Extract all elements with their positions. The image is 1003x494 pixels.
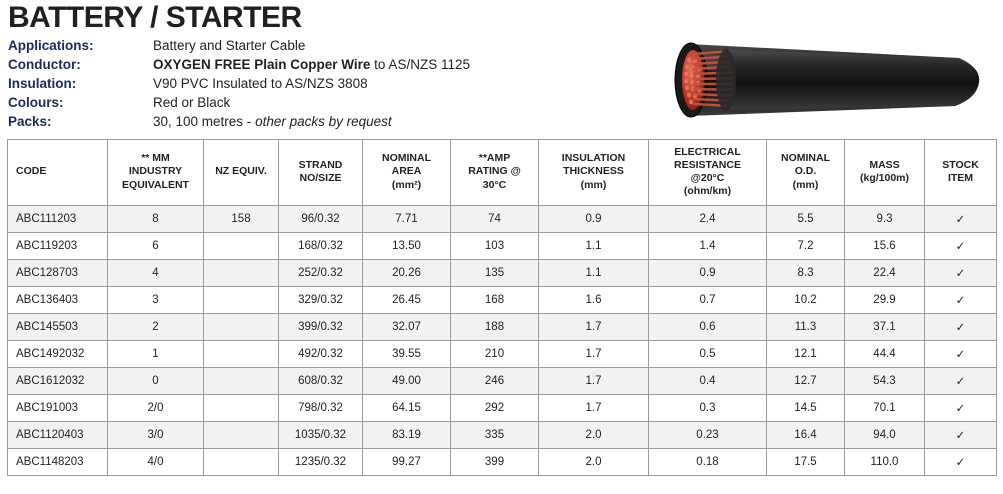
cell-insulation-thickness: 1.7 bbox=[539, 394, 649, 421]
spec-label-applications: Applications: bbox=[8, 37, 94, 53]
cell-mm-equivalent: 4/0 bbox=[108, 448, 204, 475]
th-insulation-thickness bbox=[539, 139, 649, 205]
table-row bbox=[8, 394, 997, 421]
cell-amp-rating: 188 bbox=[451, 313, 539, 340]
th-res-line3: @20°C bbox=[690, 172, 725, 184]
table-row bbox=[8, 313, 997, 340]
th-stock-item bbox=[925, 139, 997, 205]
spec-value-colours: Red or Black bbox=[153, 94, 231, 110]
cell-amp-rating: 210 bbox=[451, 340, 539, 367]
cell-mass: 54.3 bbox=[845, 367, 925, 394]
th-nominal-area bbox=[363, 139, 451, 205]
th-amp-line3: 30°C bbox=[482, 178, 507, 191]
cell-stock-item: ✓ bbox=[925, 232, 997, 259]
cell-electrical-resistance: 1.4 bbox=[649, 232, 767, 259]
th-od-line3: (mm) bbox=[792, 178, 819, 191]
th-area-line1: NOMINAL bbox=[382, 152, 431, 165]
cell-mm-equivalent: 6 bbox=[108, 232, 204, 259]
th-mm-industry-equivalent bbox=[108, 139, 204, 205]
th-mass-line1: MASS bbox=[869, 158, 900, 171]
specifications-list bbox=[8, 38, 608, 129]
th-mass bbox=[845, 139, 925, 205]
cell-insulation-thickness: 2.0 bbox=[539, 448, 649, 475]
cell-nz-equiv bbox=[204, 259, 279, 286]
cell-nz-equiv: 158 bbox=[204, 205, 279, 232]
cell-insulation-thickness: 1.7 bbox=[539, 313, 649, 340]
table-row bbox=[8, 259, 997, 286]
cell-code: ABC1120403 bbox=[8, 421, 108, 448]
cell-code: ABC191003 bbox=[8, 394, 108, 421]
cell-strand: 399/0.32 bbox=[279, 313, 363, 340]
th-area-line3: (mm²) bbox=[391, 178, 422, 191]
spec-row-colours bbox=[8, 95, 608, 110]
cell-code: ABC111203 bbox=[8, 205, 108, 232]
spec-value-conductor bbox=[153, 57, 470, 72]
cell-electrical-resistance: 0.7 bbox=[649, 286, 767, 313]
spec-value-insulation: V90 PVC Insulated to AS/NZS 3808 bbox=[153, 75, 368, 91]
cell-nominal-od: 14.5 bbox=[767, 394, 845, 421]
cell-electrical-resistance: 0.5 bbox=[649, 340, 767, 367]
spec-label-conductor: Conductor: bbox=[8, 56, 81, 72]
th-od-line2: O.D. bbox=[794, 165, 817, 178]
th-mm-line2: INDUSTRY bbox=[128, 165, 183, 178]
table-row bbox=[8, 421, 997, 448]
th-ins-line1: INSULATION bbox=[561, 152, 626, 165]
cell-amp-rating: 103 bbox=[451, 232, 539, 259]
cell-insulation-thickness: 1.7 bbox=[539, 340, 649, 367]
cell-electrical-resistance: 0.3 bbox=[649, 394, 767, 421]
cell-nominal-od: 12.1 bbox=[767, 340, 845, 367]
cell-electrical-resistance: 0.18 bbox=[649, 448, 767, 475]
page-title: BATTERY / STARTER bbox=[8, 1, 302, 34]
cell-mass: 9.3 bbox=[845, 205, 925, 232]
cell-electrical-resistance: 0.4 bbox=[649, 367, 767, 394]
cell-code: ABC128703 bbox=[8, 259, 108, 286]
cell-nominal-od: 8.3 bbox=[767, 259, 845, 286]
th-strand-no-size bbox=[279, 139, 363, 205]
th-stock-line1: STOCK bbox=[942, 158, 979, 171]
cell-mass: 94.0 bbox=[845, 421, 925, 448]
table-row bbox=[8, 205, 997, 232]
table-header bbox=[8, 139, 997, 205]
cell-amp-rating: 74 bbox=[451, 205, 539, 232]
cell-amp-rating: 399 bbox=[451, 448, 539, 475]
cell-strand: 1035/0.32 bbox=[279, 421, 363, 448]
th-res-line4: (ohm/km) bbox=[683, 185, 732, 198]
cell-nominal-od: 12.7 bbox=[767, 367, 845, 394]
cell-mass: 29.9 bbox=[845, 286, 925, 313]
spec-value-packs-italic: other packs by request bbox=[255, 113, 392, 129]
th-strand-line2: NO/SIZE bbox=[299, 172, 342, 184]
cell-strand: 1235/0.32 bbox=[279, 448, 363, 475]
cell-code: ABC145503 bbox=[8, 313, 108, 340]
spec-row-packs bbox=[8, 114, 608, 129]
cell-electrical-resistance: 2.4 bbox=[649, 205, 767, 232]
th-mm-line1: ** MM bbox=[141, 152, 170, 165]
cell-stock-item: ✓ bbox=[925, 421, 997, 448]
cell-amp-rating: 292 bbox=[451, 394, 539, 421]
th-res-line2: RESISTANCE bbox=[674, 158, 741, 171]
table-header-row bbox=[8, 139, 997, 205]
cell-nz-equiv bbox=[204, 367, 279, 394]
cell-mass: 22.4 bbox=[845, 259, 925, 286]
th-area-line2: AREA bbox=[391, 165, 422, 178]
cell-amp-rating: 168 bbox=[451, 286, 539, 313]
cell-nz-equiv bbox=[204, 286, 279, 313]
cell-strand: 492/0.32 bbox=[279, 340, 363, 367]
cell-nz-equiv bbox=[204, 448, 279, 475]
cell-nominal-area: 7.71 bbox=[363, 205, 451, 232]
th-ins-line3: (mm) bbox=[580, 178, 607, 191]
table-row bbox=[8, 367, 997, 394]
cell-mass: 70.1 bbox=[845, 394, 925, 421]
cell-insulation-thickness: 1.6 bbox=[539, 286, 649, 313]
spec-label-colours: Colours: bbox=[8, 94, 64, 110]
table-row bbox=[8, 340, 997, 367]
cell-nz-equiv bbox=[204, 232, 279, 259]
cell-amp-rating: 335 bbox=[451, 421, 539, 448]
cell-nominal-area: 49.00 bbox=[363, 367, 451, 394]
cell-mass: 37.1 bbox=[845, 313, 925, 340]
cell-strand: 798/0.32 bbox=[279, 394, 363, 421]
cell-nominal-area: 13.50 bbox=[363, 232, 451, 259]
spec-row-applications bbox=[8, 38, 608, 53]
cell-nominal-area: 20.26 bbox=[363, 259, 451, 286]
cell-nominal-od: 5.5 bbox=[767, 205, 845, 232]
cell-mm-equivalent: 2 bbox=[108, 313, 204, 340]
cell-amp-rating: 246 bbox=[451, 367, 539, 394]
cell-strand: 252/0.32 bbox=[279, 259, 363, 286]
table-body bbox=[8, 205, 997, 475]
datasheet-page bbox=[0, 2, 1003, 494]
cell-nominal-od: 17.5 bbox=[767, 448, 845, 475]
cell-nominal-od: 16.4 bbox=[767, 421, 845, 448]
cell-nominal-area: 83.19 bbox=[363, 421, 451, 448]
cell-nominal-area: 64.15 bbox=[363, 394, 451, 421]
spec-value-conductor-bold: OXYGEN FREE Plain Copper Wire bbox=[153, 56, 371, 72]
cell-strand: 329/0.32 bbox=[279, 286, 363, 313]
th-nz-equiv bbox=[204, 139, 279, 205]
cell-nz-equiv bbox=[204, 421, 279, 448]
th-electrical-resistance bbox=[649, 139, 767, 205]
cell-mass: 110.0 bbox=[845, 448, 925, 475]
cell-electrical-resistance: 0.23 bbox=[649, 421, 767, 448]
th-nominal-od bbox=[767, 139, 845, 205]
cell-insulation-thickness: 0.9 bbox=[539, 205, 649, 232]
th-res-line1: ELECTRICAL bbox=[674, 145, 741, 158]
cell-mm-equivalent: 3/0 bbox=[108, 421, 204, 448]
cell-mm-equivalent: 2/0 bbox=[108, 394, 204, 421]
cell-nominal-area: 26.45 bbox=[363, 286, 451, 313]
cell-insulation-thickness: 1.1 bbox=[539, 259, 649, 286]
cell-nominal-area: 99.27 bbox=[363, 448, 451, 475]
th-od-line1: NOMINAL bbox=[781, 152, 830, 165]
th-mass-line2: (kg/100m) bbox=[859, 172, 910, 184]
spec-value-packs bbox=[153, 114, 392, 129]
spec-row-insulation bbox=[8, 76, 608, 91]
spec-value-conductor-rest: to AS/NZS 1125 bbox=[370, 56, 470, 72]
th-nz-line1: NZ EQUIV. bbox=[215, 165, 267, 178]
spec-value-applications: Battery and Starter Cable bbox=[153, 37, 306, 53]
th-code-line1: CODE bbox=[16, 165, 47, 178]
table-row bbox=[8, 232, 997, 259]
th-code bbox=[8, 139, 108, 205]
cell-insulation-thickness: 1.7 bbox=[539, 367, 649, 394]
battery-starter-cable-photo bbox=[629, 24, 989, 134]
th-ins-line2: THICKNESS bbox=[563, 165, 624, 178]
th-amp-line2: RATING @ bbox=[468, 165, 521, 178]
th-amp-line1: **AMP bbox=[478, 152, 511, 165]
cell-stock-item: ✓ bbox=[925, 259, 997, 286]
th-amp-rating bbox=[451, 139, 539, 205]
cell-stock-item: ✓ bbox=[925, 367, 997, 394]
cell-nz-equiv bbox=[204, 313, 279, 340]
spec-row-conductor bbox=[8, 57, 608, 72]
cell-insulation-thickness: 2.0 bbox=[539, 421, 649, 448]
cell-nominal-od: 10.2 bbox=[767, 286, 845, 313]
cell-code: ABC1148203 bbox=[8, 448, 108, 475]
th-stock-line2: ITEM bbox=[947, 172, 974, 184]
cell-strand: 96/0.32 bbox=[279, 205, 363, 232]
cell-code: ABC1612032 bbox=[8, 367, 108, 394]
cell-code: ABC136403 bbox=[8, 286, 108, 313]
th-strand-line1: STRAND bbox=[298, 158, 343, 171]
cell-amp-rating: 135 bbox=[451, 259, 539, 286]
spec-label-packs: Packs: bbox=[8, 113, 52, 129]
cell-insulation-thickness: 1.1 bbox=[539, 232, 649, 259]
cell-mass: 44.4 bbox=[845, 340, 925, 367]
spec-label-insulation: Insulation: bbox=[8, 75, 77, 91]
table-row bbox=[8, 286, 997, 313]
cell-electrical-resistance: 0.6 bbox=[649, 313, 767, 340]
cell-code: ABC1492032 bbox=[8, 340, 108, 367]
cell-mm-equivalent: 3 bbox=[108, 286, 204, 313]
cell-code: ABC119203 bbox=[8, 232, 108, 259]
cell-stock-item: ✓ bbox=[925, 340, 997, 367]
cell-mm-equivalent: 8 bbox=[108, 205, 204, 232]
cell-mm-equivalent: 1 bbox=[108, 340, 204, 367]
spec-value-packs-plain: 30, 100 metres - bbox=[153, 113, 256, 129]
cell-nominal-od: 7.2 bbox=[767, 232, 845, 259]
th-mm-line3: EQUIVALENT bbox=[122, 178, 189, 191]
cell-nominal-area: 39.55 bbox=[363, 340, 451, 367]
cell-nz-equiv bbox=[204, 340, 279, 367]
cell-strand: 168/0.32 bbox=[279, 232, 363, 259]
cell-mm-equivalent: 4 bbox=[108, 259, 204, 286]
cell-nz-equiv bbox=[204, 394, 279, 421]
table-row bbox=[8, 448, 997, 475]
cell-nominal-od: 11.3 bbox=[767, 313, 845, 340]
cell-mass: 15.6 bbox=[845, 232, 925, 259]
cell-electrical-resistance: 0.9 bbox=[649, 259, 767, 286]
cell-stock-item: ✓ bbox=[925, 205, 997, 232]
cell-stock-item: ✓ bbox=[925, 286, 997, 313]
cell-stock-item: ✓ bbox=[925, 448, 997, 475]
cell-strand: 608/0.32 bbox=[279, 367, 363, 394]
cell-mm-equivalent: 0 bbox=[108, 367, 204, 394]
cell-stock-item: ✓ bbox=[925, 313, 997, 340]
cell-nominal-area: 32.07 bbox=[363, 313, 451, 340]
cell-stock-item: ✓ bbox=[925, 394, 997, 421]
cable-specification-table bbox=[7, 139, 997, 476]
